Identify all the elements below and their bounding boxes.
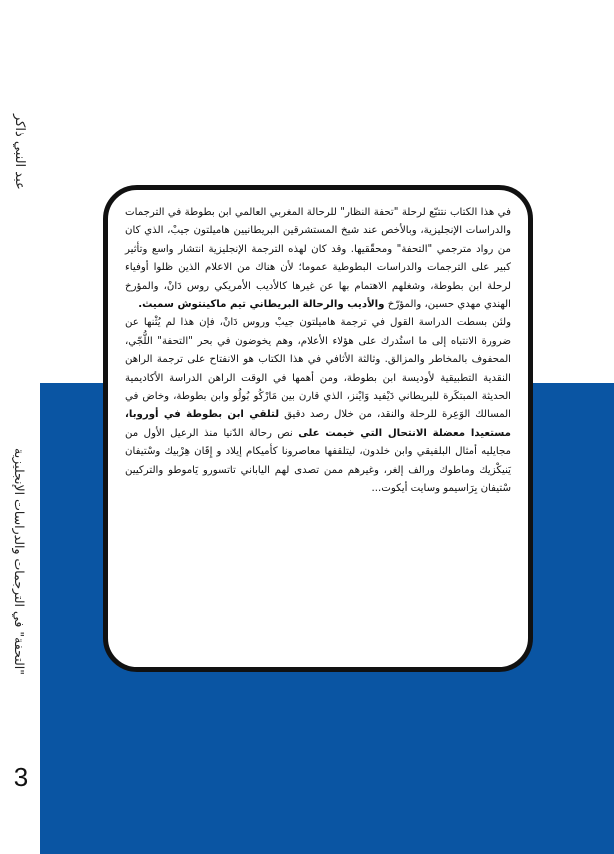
paragraph-2 — [125, 314, 511, 498]
spine-book-title: "التحفة" في الترجمات والدراسات الإنجليزية — [12, 448, 27, 675]
spine-page-number: 3 — [13, 762, 29, 792]
text-card — [103, 185, 533, 672]
card-body-text — [125, 204, 511, 499]
spine-author-name: عبد النبي ذاكر — [12, 114, 27, 190]
paragraph-1-text: في هذا الكتاب نتتبّع لرحلة "تحفة النظار" للرحالة المغربي العالمي ابن بطوطة في الترجمات والدراسات الإنجليزية، وبالأخص عند شيخ المستشرقين البريطانيين هاميلتون جيبْ، الذي كان من رواد مترجمي "التحفة" ومحقّقيها. وقد كان لهذه الترجمة الإنجليزية انتشار واسع وتأثير كبير على الترجمات والدراسات البطوطية عموما؛ لأن هناك من الاعلام الذين ظلوا أوفياء لرحلة ابن بطوطة، وشغلهم الاهتمام بها عن غيرها كالأديب الأمريكي روس دَانْ، والمؤرخ الهندي مهدي حسين، والمؤرّخ — [125, 207, 511, 311]
book-spine — [0, 0, 40, 854]
paragraph-1-bold-ending: والأديب والرحالة البريطاني تيم ماكينتوش سميث. — [138, 299, 385, 311]
paragraph-1 — [125, 204, 511, 314]
paragraph-2-continuation: نص رحالة الدّنيا منذ الرعيل الأول من مجايليه أمثال البلفيقي وابن خلدون، ليتلقفها معاصرونا كأميكام إيلاد و إِقَان هِرْبيك وسْتيفان يَنيكْزيك وماطوك ورالف إلغر، وغيرهم ممن تصدى لهم الياباني تاتسورو يَاموطو والتركيين سْتيفان بِرَاسيمو وسايت أيكوت... — [125, 427, 511, 495]
paragraph-2-text: ولئن بسطت الدراسة القول في ترجمة هاميلتون جيبْ وروس دَانْ، فإن هذا لم يُثْنها عن ضرورة الانتباه إلى ما استُدرك على هؤلاء الأعلام، وهم يخوضون في بحر "التحفة" اللُّجّي، المحفوف بالمخاطر والمزالق. وثالثة الأثافي في هذا الكتاب هو الانفتاح على ترجمة الراهن النقدية التطبيقية لأوديسة ابن بطوطة، ومن أهمها في الوقت الراهن الدراسة الأكاديمية الحديثة المبتكَرة للبريطاني دَيْفيد وَايْنز، الذي قارن بين مَارْكُو بُولُو وابن بطوطة، وخاض في المسالك الوَعِرة للرحلة والنقد، من خلال رصد دقيق — [125, 317, 511, 421]
paragraph-2-bold-line: لتلقي ابن بطوطة في أوروبا، مستعيدا معضلة الانتحال التي خيمت على — [125, 409, 511, 439]
